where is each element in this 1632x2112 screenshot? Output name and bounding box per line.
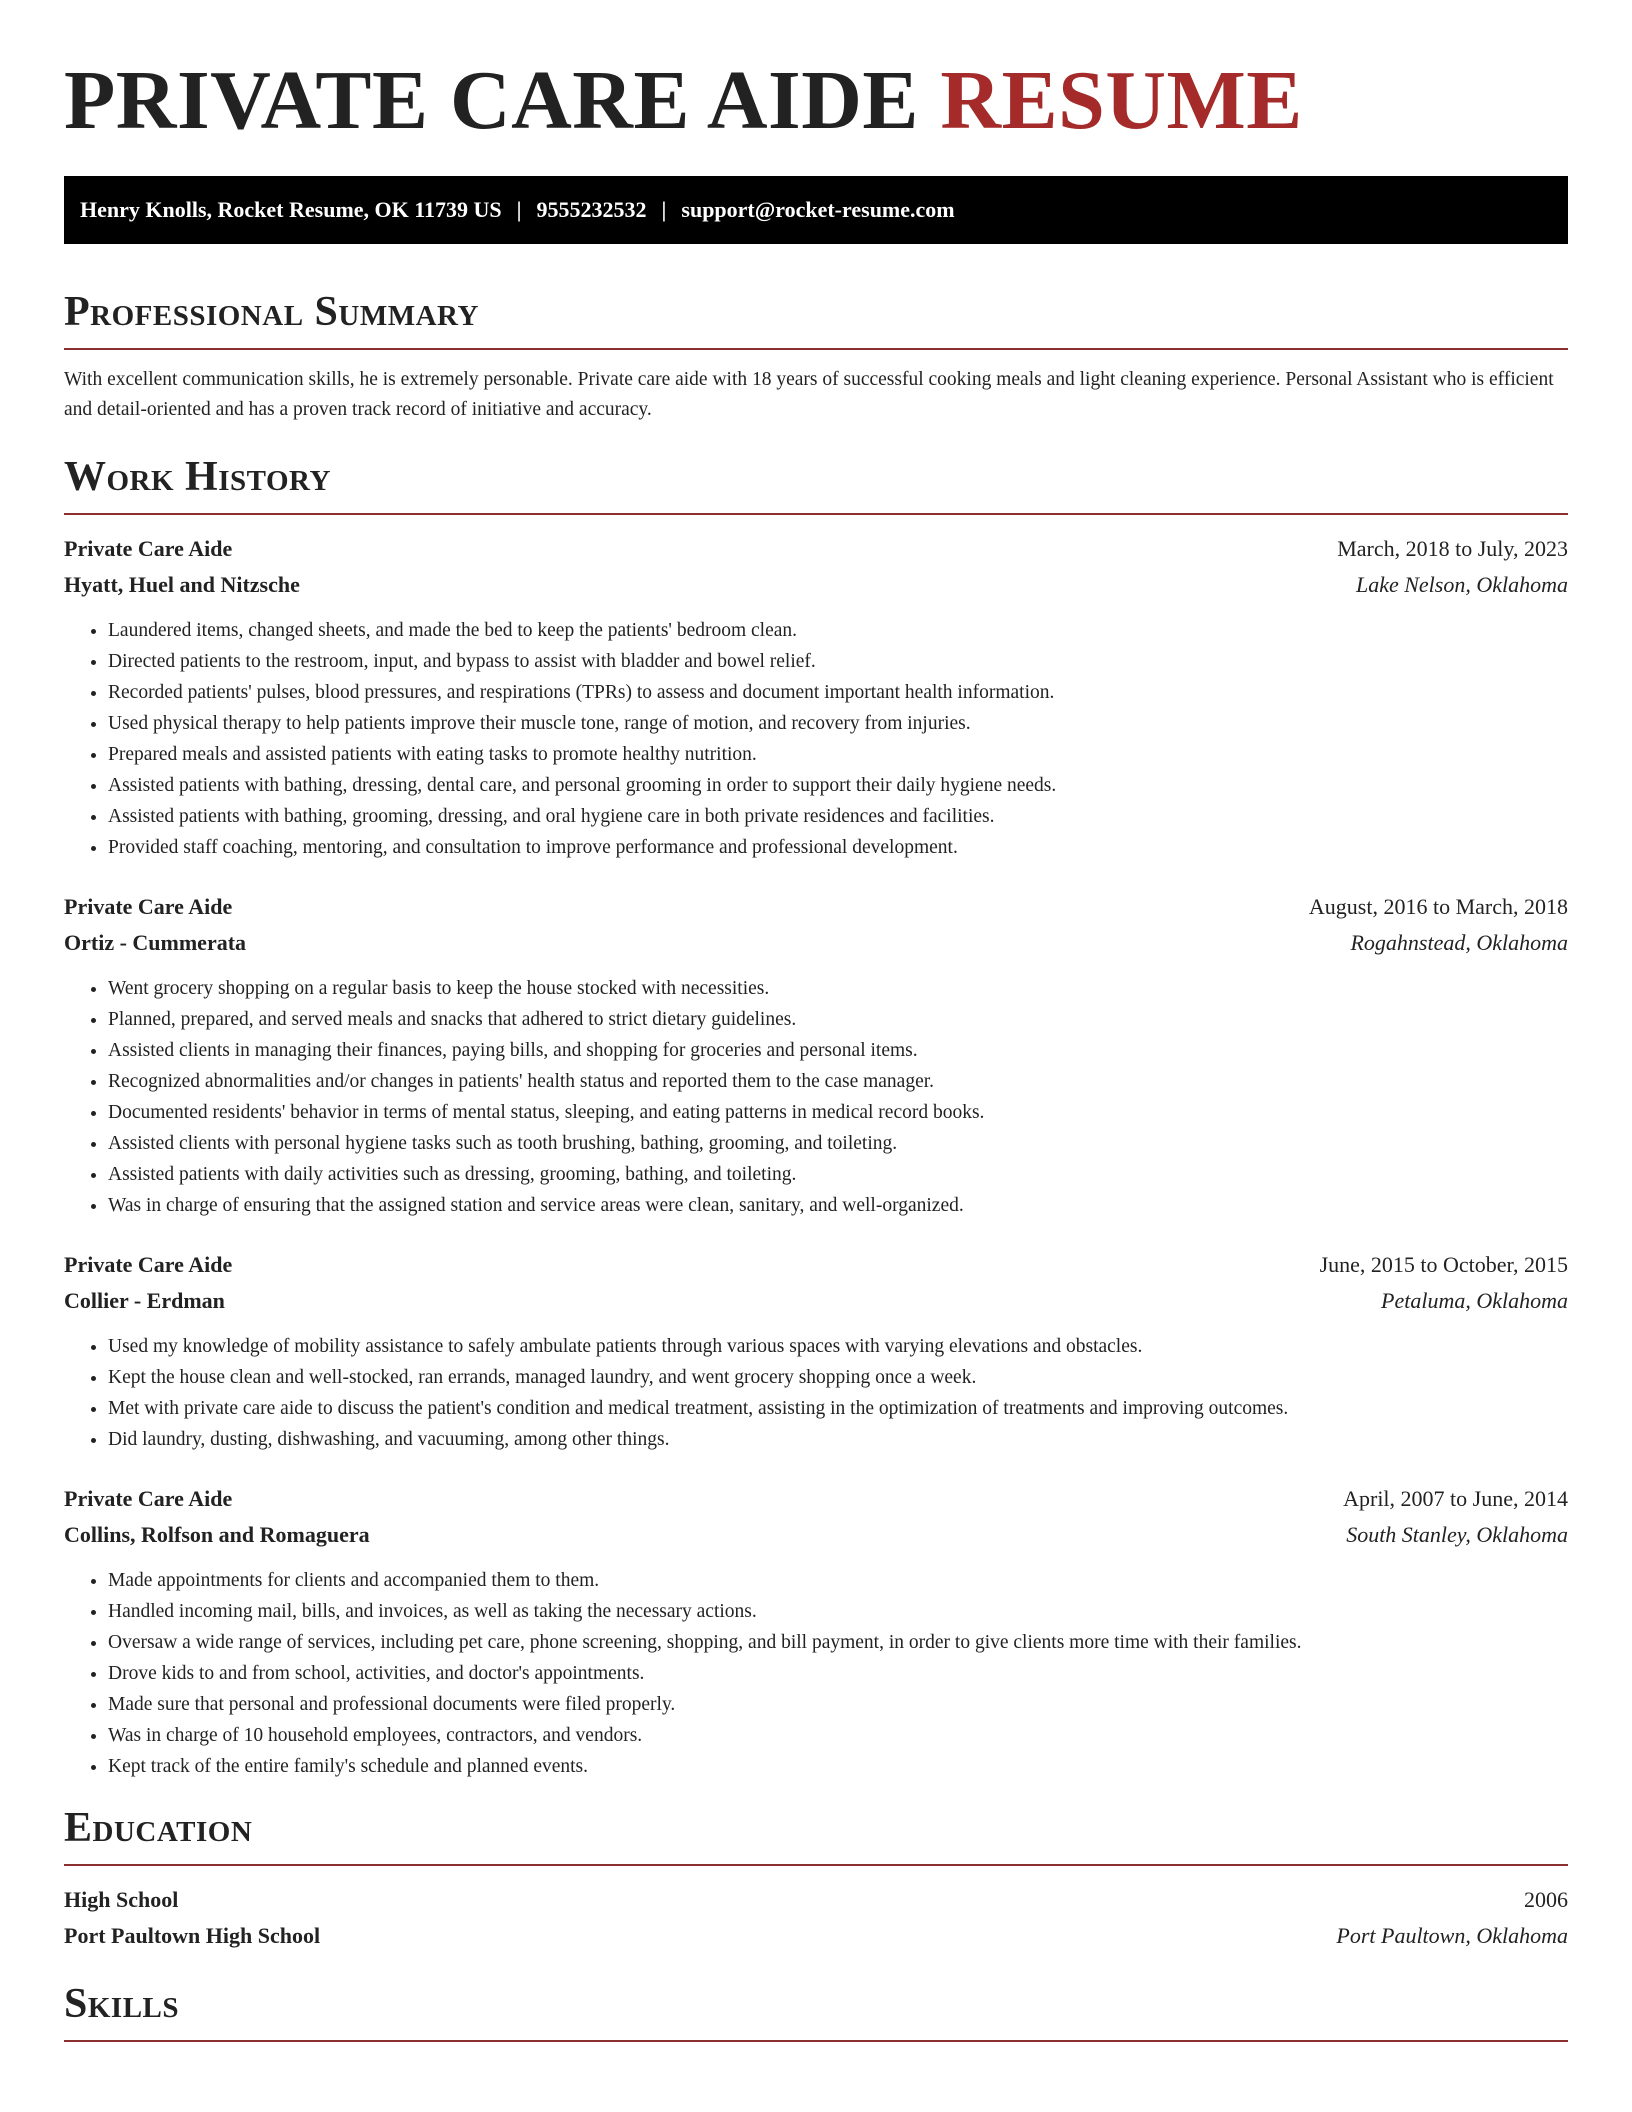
skills-heading: Skills xyxy=(64,1981,180,2027)
bullet-item: • Kept the house clean and well-stocked, ran errands, managed laundry, and went grocery shopping once a week. xyxy=(108,1362,1568,1393)
bullet-item: • Assisted patients with bathing, grooming, dressing, and oral hygiene care in both private residences and facilities. xyxy=(108,801,1568,832)
contact-name-location: Henry Knolls, Rocket Resume, OK 11739 US xyxy=(80,197,502,222)
bullet-item: • Recorded patients' pulses, blood pressures, and respirations (TPRs) to assess and document important health information. xyxy=(108,677,1568,708)
bullet-item: • Prepared meals and assisted patients with eating tasks to promote healthy nutrition. xyxy=(108,739,1568,770)
bullet-item: • Went grocery shopping on a regular basis to keep the house stocked with necessities. xyxy=(108,973,1568,1004)
bullet-item: • Did laundry, dusting, dishwashing, and vacuuming, among other things. xyxy=(108,1424,1568,1455)
education-section xyxy=(64,1804,1568,1954)
job-location: Rogahnstead, Oklahoma xyxy=(1350,930,1568,955)
job-header xyxy=(64,1247,1568,1283)
job-company: Collins, Rolfson and Romaguera xyxy=(64,1522,370,1547)
bullet-item: • Documented residents' behavior in terms of mental status, sleeping, and eating patterns in medical record books. xyxy=(108,1097,1568,1128)
education-heading: Education xyxy=(64,1805,253,1851)
section-divider xyxy=(64,513,1568,515)
skills-section xyxy=(64,1980,1568,2042)
education-school: Port Paultown High School xyxy=(64,1923,321,1948)
bullet-item: • Laundered items, changed sheets, and made the bed to keep the patients' bedroom clean. xyxy=(108,615,1568,646)
job-dates: March, 2018 to July, 2023 xyxy=(1337,536,1568,561)
summary-heading: Professional Summary xyxy=(64,289,479,335)
job-title: Private Care Aide xyxy=(64,1252,233,1277)
resume-title xyxy=(64,0,1568,147)
bullet-item: • Planned, prepared, and served meals and snacks that adhered to strict dietary guidelines. xyxy=(108,1004,1568,1035)
job-dates: April, 2007 to June, 2014 xyxy=(1343,1486,1568,1511)
contact-email: support@rocket-resume.com xyxy=(681,197,955,222)
job-header xyxy=(64,889,1568,925)
job-location: South Stanley, Oklahoma xyxy=(1346,1522,1568,1547)
education-degree: High School xyxy=(64,1887,179,1912)
bullet-item: • Used my knowledge of mobility assistance to safely ambulate patients through various spaces with varying elevations and obstacles. xyxy=(108,1331,1568,1362)
job-bullets xyxy=(64,615,1568,863)
contact-bar xyxy=(64,176,1568,244)
job-dates: August, 2016 to March, 2018 xyxy=(1308,894,1568,919)
contact-separator: | xyxy=(661,197,667,222)
work-section xyxy=(64,453,1568,1782)
work-heading: Work History xyxy=(64,454,331,500)
job-header xyxy=(64,1481,1568,1517)
bullet-item: • Made sure that personal and professional documents were filed properly. xyxy=(108,1689,1568,1720)
bullet-item: • Provided staff coaching, mentoring, and consultation to improve performance and professional development. xyxy=(108,832,1568,863)
job-location: Lake Nelson, Oklahoma xyxy=(1355,572,1568,597)
job-subheader xyxy=(64,567,1568,603)
title-main: PRIVATE CARE AIDE xyxy=(64,54,919,147)
bullet-item: • Used physical therapy to help patients improve their muscle tone, range of motion, and recovery from injuries. xyxy=(108,708,1568,739)
job-entry xyxy=(64,531,1568,863)
job-company: Collier - Erdman xyxy=(64,1288,225,1313)
section-divider xyxy=(64,1864,1568,1866)
education-location: Port Paultown, Oklahoma xyxy=(1336,1923,1568,1948)
job-dates: June, 2015 to October, 2015 xyxy=(1319,1252,1568,1277)
bullet-item: • Oversaw a wide range of services, including pet care, phone screening, shopping, and bill payment, in order to give clients more time with their families. xyxy=(108,1627,1568,1658)
bullet-item: • Made appointments for clients and accompanied them to them. xyxy=(108,1565,1568,1596)
job-entry xyxy=(64,1247,1568,1455)
job-entry xyxy=(64,1481,1568,1782)
job-subheader xyxy=(64,1283,1568,1319)
job-header xyxy=(64,531,1568,567)
bullet-item: • Assisted patients with bathing, dressing, dental care, and personal grooming in order to support their daily hygiene needs. xyxy=(108,770,1568,801)
bullet-item: • Kept track of the entire family's schedule and planned events. xyxy=(108,1751,1568,1782)
job-bullets xyxy=(64,1331,1568,1455)
contact-phone: 9555232532 xyxy=(536,197,647,222)
job-location: Petaluma, Oklahoma xyxy=(1381,1288,1568,1313)
job-entry xyxy=(64,889,1568,1221)
job-subheader xyxy=(64,925,1568,961)
bullet-item: • Assisted clients in managing their finances, paying bills, and shopping for groceries and personal items. xyxy=(108,1035,1568,1066)
bullet-item: • Assisted patients with daily activities such as dressing, grooming, bathing, and toileting. xyxy=(108,1159,1568,1190)
contact-separator: | xyxy=(516,197,522,222)
job-company: Hyatt, Huel and Nitzsche xyxy=(64,572,300,597)
summary-section xyxy=(64,288,1568,425)
summary-text: With excellent communication skills, he is extremely personable. Private care aide with 18 years of successful cooking meals and light cleaning experience. Personal Assistant who is efficient and detail-oriented and has a proven track record of initiative and accuracy. xyxy=(64,369,1554,420)
bullet-item: • Assisted clients with personal hygiene tasks such as tooth brushing, bathing, grooming, and toileting. xyxy=(108,1128,1568,1159)
bullet-item: • Met with private care aide to discuss the patient's condition and medical treatment, assisting in the optimization of treatments and improving outcomes. xyxy=(108,1393,1568,1424)
job-company: Ortiz - Cummerata xyxy=(64,930,247,955)
job-title: Private Care Aide xyxy=(64,536,233,561)
job-title: Private Care Aide xyxy=(64,1486,233,1511)
bullet-item: • Recognized abnormalities and/or changes in patients' health status and reported them to the case manager. xyxy=(108,1066,1568,1097)
job-title: Private Care Aide xyxy=(64,894,233,919)
job-subheader xyxy=(64,1517,1568,1553)
section-divider xyxy=(64,2040,1568,2042)
education-subheader xyxy=(64,1918,1568,1954)
bullet-item: • Handled incoming mail, bills, and invoices, as well as taking the necessary actions. xyxy=(108,1596,1568,1627)
education-year: 2006 xyxy=(1524,1887,1568,1912)
bullet-item: • Was in charge of ensuring that the assigned station and service areas were clean, sanitary, and well-organized. xyxy=(108,1190,1568,1221)
job-bullets xyxy=(64,1565,1568,1782)
job-bullets xyxy=(64,973,1568,1221)
bullet-item: • Was in charge of 10 household employees, contractors, and vendors. xyxy=(108,1720,1568,1751)
education-header xyxy=(64,1882,1568,1918)
bullet-item: • Drove kids to and from school, activities, and doctor's appointments. xyxy=(108,1658,1568,1689)
title-accent: RESUME xyxy=(940,54,1303,147)
section-divider xyxy=(64,348,1568,350)
bullet-item: • Directed patients to the restroom, input, and bypass to assist with bladder and bowel relief. xyxy=(108,646,1568,677)
